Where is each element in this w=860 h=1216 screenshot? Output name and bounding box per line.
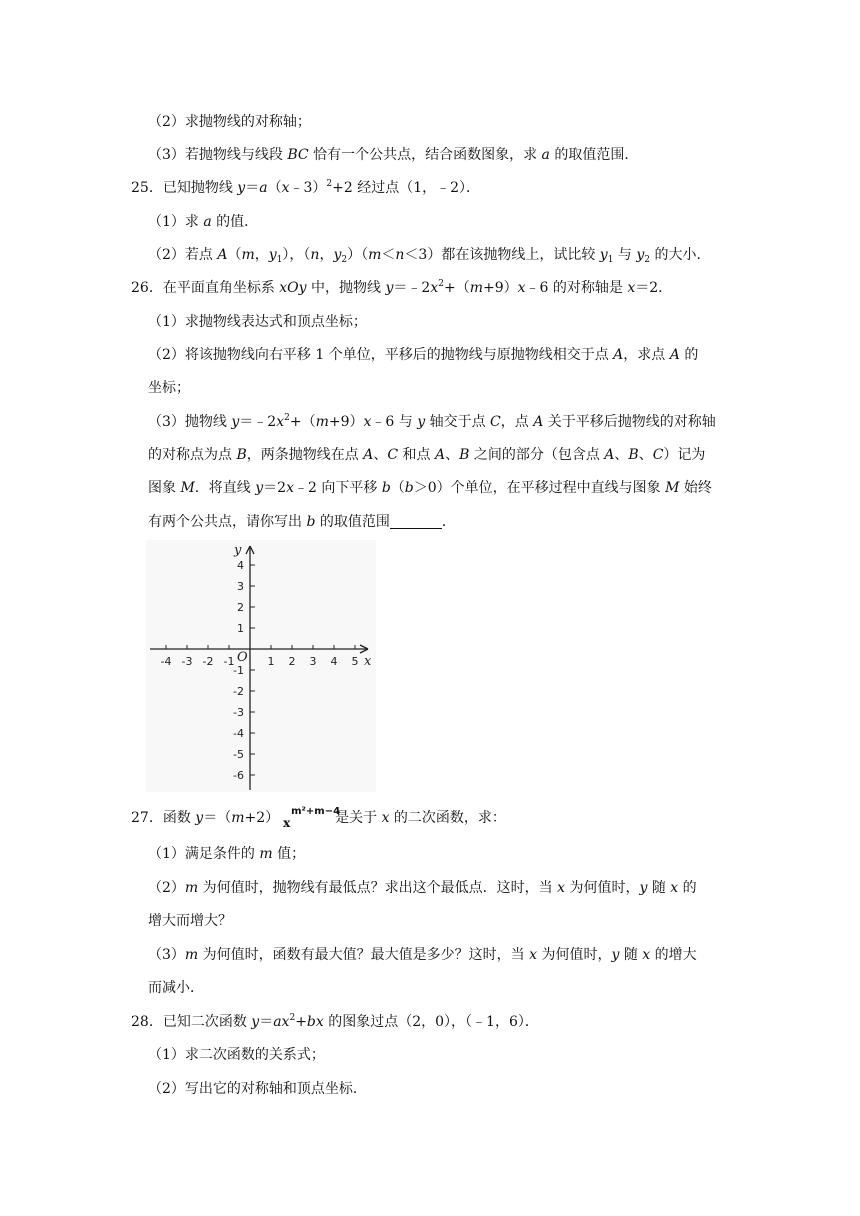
q24-part-2: （2）求抛物线的对称轴； <box>148 114 311 130</box>
x-tick-label: -4 <box>160 655 172 668</box>
x-tick-label: -2 <box>202 655 214 668</box>
q24-part-3: （3）若抛物线与线段 BC 恰有一个公共点，结合函数图象，求 a 的取值范围． <box>148 147 639 163</box>
q26-part-3-line3: 图象 M．将直线 y＝2x﹣2 向下平移 b（b＞0）个单位，在平移过程中直线与图象 M 始终 <box>148 480 712 496</box>
x-tick-label: 1 <box>267 655 275 668</box>
y-axis-label: y <box>234 543 242 558</box>
y-tick-label: -1 <box>233 664 244 677</box>
q27-stem: 27．函数 y＝（m+2） x m²+m−4 是关于 x 的二次函数，求： <box>131 806 506 830</box>
y-tick-label: -3 <box>233 706 244 719</box>
y-tick-label: 4 <box>237 559 244 572</box>
q26-stem: 26．在平面直角坐标系 xOy 中，抛物线 $y=﹣2x^2+(m+9)x﹣6$ 的对称轴是 x＝2． <box>131 279 673 296</box>
q27-part-1: （1）满足条件的 m 值； <box>148 846 306 862</box>
y-tick-label: -6 <box>233 769 244 782</box>
y-tick-label: -2 <box>233 685 244 698</box>
q26-part-1: （1）求抛物线表达式和顶点坐标； <box>148 314 367 330</box>
x-tick-label: 2 <box>288 655 296 668</box>
coordinate-axes-figure <box>146 540 376 792</box>
q27-part-2-line1: （2）m 为何值时，抛物线有最低点？求出这个最低点．这时，当 x 为何值时，y 随 x 的 <box>148 880 697 896</box>
x-axis-label: x <box>364 654 372 669</box>
y-tick-label: 3 <box>237 580 244 593</box>
y-tick-label: -4 <box>233 727 244 740</box>
x-tick-label: -1 <box>223 655 235 668</box>
q27-part-2-line2: 增大而增大？ <box>148 913 232 929</box>
origin-label: O <box>237 650 248 665</box>
y-tick-label: -5 <box>233 748 244 761</box>
answer-blank[interactable] <box>390 514 442 529</box>
q25-stem: 25．已知抛物线 y＝a（x﹣3）$^2$+2 经过点（1，﹣2）． <box>131 179 481 196</box>
q26-part-2-line1: （2）将该抛物线向右平移 1 个单位，平移后的抛物线与原抛物线相交于点 A，求点 A 的 <box>148 347 699 363</box>
x-tick-label: 4 <box>330 655 338 668</box>
q27-part-3-line2: 而减小． <box>148 980 204 996</box>
y-tick-label: 1 <box>237 622 244 635</box>
q28-part-2: （2）写出它的对称轴和顶点坐标． <box>148 1081 367 1097</box>
q28-stem: 28．已知二次函数 $y=ax^2+bx$ 的图象过点（2，0），（﹣1，6）． <box>131 1013 539 1030</box>
q26-part-3-line2: 的对称点为点 B，两条抛物线在点 A、C 和点 A、B 之间的部分（包含点 A、B、C）记为 <box>148 447 706 463</box>
x-tick-label: 3 <box>309 655 317 668</box>
q26-part-3-line4: 有两个公共点，请你写出 b 的取值范围 ． <box>148 514 456 530</box>
power-expression: x m²+m−4 <box>283 806 341 830</box>
y-tick-label: 2 <box>237 601 244 614</box>
q26-part-3-line1: （3）抛物线 $y=﹣2x^2+(m+9)x﹣6$ 与 y 轴交于点 C，点 A 关于平移后抛物线的对称轴 <box>148 413 716 430</box>
q28-part-1: （1）求二次函数的关系式； <box>148 1047 325 1063</box>
q27-part-3-line1: （3）m 为何值时，函数有最大值？最大值是多少？这时，当 x 为何值时，y 随 x 的增大 <box>148 947 697 963</box>
q25-part-1: （1）求 a 的值． <box>148 214 259 230</box>
q25-part-2: （2）若点 A（m，$y_1$），（n，$y_2)(m<n<3)$都在该抛物线上，试比较 $y_1$ 与 $y_2$ 的大小． <box>148 247 711 265</box>
x-tick-label: 5 <box>351 655 359 668</box>
x-tick-label: -3 <box>181 655 193 668</box>
q26-part-2-line2: 坐标； <box>148 380 190 396</box>
